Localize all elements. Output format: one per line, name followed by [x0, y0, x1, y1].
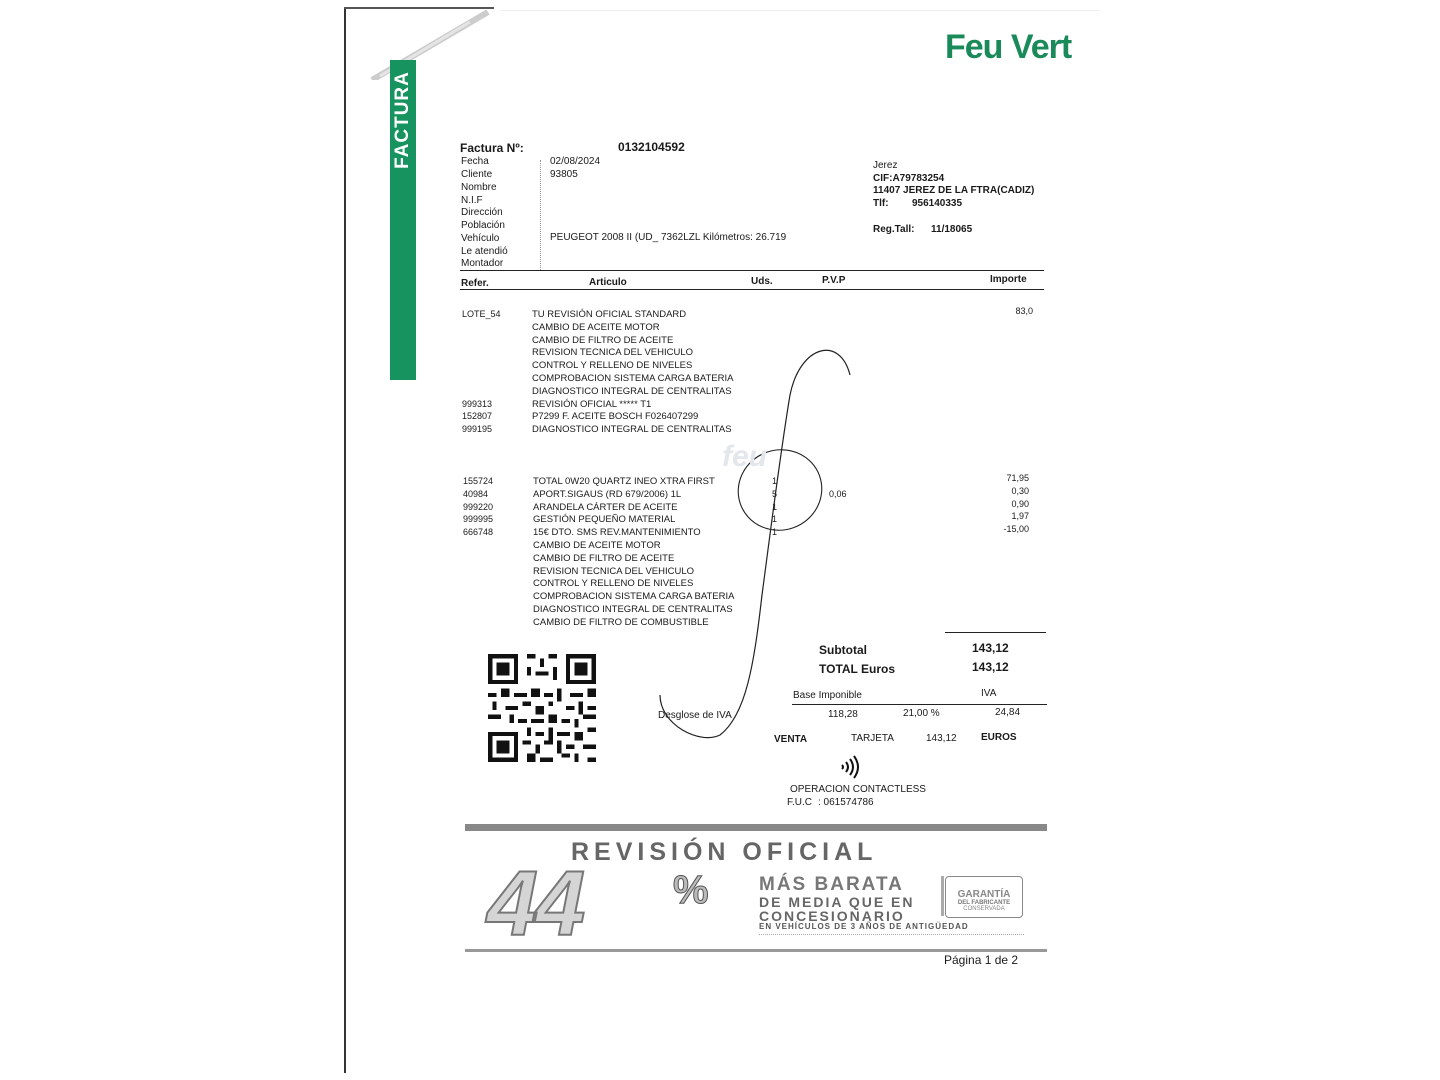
side-title: FACTURA	[392, 71, 413, 169]
table-cell-importe: 0,30	[1011, 485, 1029, 496]
table-cell-uds: 1	[772, 514, 778, 525]
totals-rule	[945, 632, 1046, 633]
invoice-number: 0132104592	[618, 140, 685, 154]
table-cell-ref: 999195	[462, 424, 493, 435]
shop-reg: 11/18065	[931, 224, 973, 235]
field-label: Fecha	[461, 156, 489, 167]
shop-address: 11407 JEREZ DE LA FTRA(CADIZ)	[873, 185, 1035, 196]
field-label: Dirección	[461, 207, 503, 218]
field-value-fecha: 02/08/2024	[550, 156, 601, 167]
table-cell-importe: 83,0	[1015, 306, 1033, 316]
table-cell-importe: 1,97	[1011, 511, 1029, 522]
field-label: Le atendió	[461, 246, 508, 257]
payment-amount: 143,12	[926, 733, 957, 744]
table-cell-article: DIAGNOSTICO INTEGRAL DE CENTRALITAS	[532, 424, 732, 436]
qr-code	[487, 654, 597, 762]
shop-tlf-label: Tlf:	[873, 198, 889, 209]
total-label: TOTAL Euros	[819, 662, 896, 676]
table-cell-uds: 1	[772, 527, 778, 538]
banner-line3: CONCESIONARIO	[759, 908, 905, 924]
col-header-article: Articulo	[589, 277, 627, 288]
field-separator	[540, 160, 542, 270]
table-cell-article: TU REVISIÓN OFICIAL STANDARD	[532, 309, 687, 320]
banner-line2: DE MEDIA QUE EN	[759, 894, 915, 910]
iva-value: 24,84	[995, 707, 1021, 718]
banner-line1: MÁS BARATA	[759, 874, 904, 895]
banner-big-number: 44	[487, 853, 582, 955]
table-cell-article: CAMBIO DE ACEITE MOTOR	[533, 540, 661, 551]
base-value: 118,28	[828, 709, 858, 720]
page-fold-mark	[370, 10, 490, 80]
table-cell-uds: 1	[772, 501, 778, 512]
table-cell-article: GESTIÓN PEQUEÑO MATERIAL	[533, 514, 676, 526]
paper-top-edge	[344, 7, 494, 9]
table-cell-uds: 5	[772, 488, 778, 499]
watermark-stamp: feu	[722, 440, 767, 473]
shop-tlf: 956140335	[912, 198, 963, 209]
page-number: Página 1 de 2	[944, 953, 1019, 967]
iva-rate: 21,00 %	[903, 708, 940, 719]
banner-title: REVISIÓN OFICIAL	[571, 838, 878, 866]
col-header-ref: Refer.	[461, 278, 489, 289]
payment-method: TARJETA	[851, 733, 894, 744]
table-cell-importe: 71,95	[1006, 473, 1029, 483]
desglose-label: Desglose de IVA	[658, 710, 732, 721]
banner-top-rule	[465, 824, 1047, 831]
contactless-icon	[838, 754, 864, 780]
badge-divider	[941, 876, 944, 916]
table-cell-article: 15€ DTO. SMS REV.MANTENIMIENTO	[533, 527, 701, 539]
badge-line2: DEL FABRICANTE	[957, 900, 1011, 906]
table-top-rule	[460, 270, 1044, 271]
fuc-value: : 061574786	[818, 797, 874, 808]
banner-line4: EN VEHÍCULOS DE 3 AÑOS DE ANTIGÜEDAD	[759, 922, 969, 931]
banner-fine-print	[759, 934, 1024, 936]
table-cell-article: APORT.SIGAUS (RD 679/2006) 1L	[533, 488, 682, 500]
warranty-badge	[945, 876, 1023, 918]
badge-line1: GARANTÍA	[957, 889, 1011, 900]
table-cell-article: DIAGNOSTICO INTEGRAL DE CENTRALITAS	[533, 604, 733, 615]
shop-city: Jerez	[873, 160, 898, 171]
table-cell-ref: LOTE_54	[462, 309, 501, 319]
field-label: N.I.F	[461, 195, 483, 206]
subtotal-value: 143,12	[972, 641, 1009, 655]
col-header-uds: Uds.	[751, 276, 773, 287]
table-cell-article: REVISION TECNICA DEL VEHICULO	[532, 347, 694, 359]
shop-cif: CIF:A79783254	[873, 173, 945, 184]
contactless-text: OPERACION CONTACTLESS	[790, 784, 926, 795]
table-cell-article: CAMBIO DE ACEITE MOTOR	[532, 321, 660, 333]
col-header-importe: Importe	[990, 274, 1027, 285]
banner-percent: %	[673, 868, 709, 912]
table-cell-article: DIAGNOSTICO INTEGRAL DE CENTRALITAS	[532, 385, 732, 397]
field-label: Nombre	[461, 182, 497, 193]
table-cell-ref: 999220	[463, 501, 494, 512]
iva-rule	[792, 704, 1047, 705]
table-cell-article: COMPROBACION SISTEMA CARGA BATERIA	[532, 373, 734, 384]
table-cell-pvp: 0,06	[829, 488, 847, 499]
iva-label: IVA	[981, 688, 997, 699]
table-cell-uds: 1	[772, 476, 778, 486]
table-cell-ref: 999995	[463, 514, 494, 525]
base-label: Base Imponible	[793, 690, 862, 701]
paper-top-edge-faint	[500, 10, 1100, 11]
paper-left-edge	[344, 8, 346, 1073]
table-header-rule	[460, 289, 1044, 290]
field-label: Cliente	[461, 169, 493, 180]
payment-currency: EUROS	[981, 732, 1017, 743]
table-cell-article: CAMBIO DE FILTRO DE ACEITE	[533, 552, 675, 564]
table-cell-article: CONTROL Y RELLENO DE NIVELES	[533, 578, 694, 590]
promo-banner	[465, 824, 1047, 956]
col-header-pvp: P.V.P	[822, 275, 846, 286]
table-cell-ref: 999313	[462, 398, 493, 409]
field-value-vehiculo: PEUGEOT 2008 II (UD_ 7362LZL Kilómetros: 26.719	[550, 232, 787, 243]
total-value: 143,12	[972, 660, 1009, 674]
field-value-cliente: 93805	[550, 169, 578, 180]
table-cell-ref: 666748	[463, 527, 494, 538]
badge-line3: CONSERVADA	[963, 906, 1005, 912]
field-label: Vehículo	[461, 233, 500, 244]
table-cell-article: COMPROBACION SISTEMA CARGA BATERIA	[533, 591, 735, 603]
table-cell-article: CONTROL Y RELLENO DE NIVELES	[532, 360, 693, 372]
payment-type: VENTA	[774, 734, 808, 745]
table-cell-importe: -15,00	[1003, 524, 1029, 535]
shop-reg-label: Reg.Tall:	[873, 224, 915, 235]
table-cell-article: TOTAL 0W20 QUARTZ INEO XTRA FIRST	[533, 476, 715, 487]
invoice-number-label: Factura Nº:	[460, 141, 524, 155]
table-cell-article: REVISION TECNICA DEL VEHICULO	[533, 565, 695, 577]
fuc-label: F.U.C	[787, 797, 812, 808]
signature	[650, 335, 870, 745]
table-cell-ref: 155724	[463, 476, 494, 486]
table-cell-article: CAMBIO DE FILTRO DE ACEITE	[532, 334, 674, 346]
field-label: Montador	[461, 258, 504, 269]
table-cell-ref: 40984	[463, 488, 489, 499]
table-cell-article: REVISIÓN OFICIAL ***** T1	[532, 398, 652, 410]
subtotal-label: Subtotal	[819, 643, 867, 657]
table-cell-ref: 152807	[462, 411, 493, 422]
table-cell-importe: 0,90	[1011, 498, 1029, 509]
field-label: Población	[461, 220, 505, 231]
table-cell-article: ARANDELA CÁRTER DE ACEITE	[533, 501, 678, 513]
table-cell-article: P7299 F. ACEITE BOSCH F026407299	[532, 411, 699, 423]
brand-logo: Feu Vert	[945, 28, 1072, 66]
table-cell-article: CAMBIO DE FILTRO DE COMBUSTIBLE	[533, 616, 709, 628]
